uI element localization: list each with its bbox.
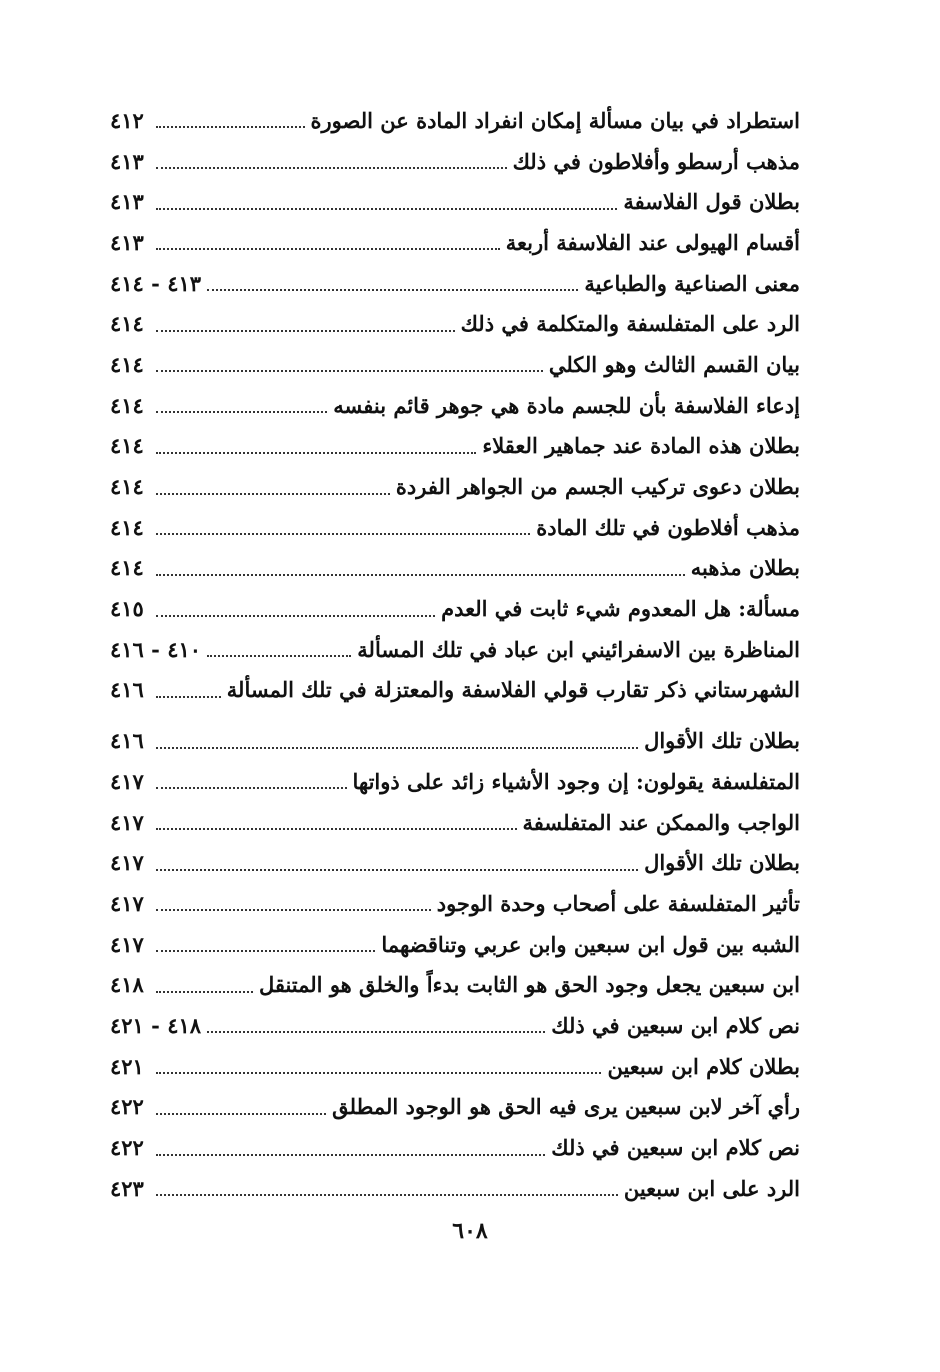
toc-entry-page: ٤١٧ bbox=[110, 809, 144, 835]
dot-leader bbox=[156, 411, 327, 413]
dot-leader bbox=[156, 208, 617, 210]
dot-leader bbox=[156, 1154, 545, 1156]
toc-entry-page: ٤١٨ - ٤٢١ bbox=[110, 1012, 202, 1038]
toc-row bbox=[110, 670, 800, 711]
toc-row bbox=[110, 303, 800, 344]
toc-row bbox=[110, 181, 800, 222]
dot-leader bbox=[156, 370, 543, 372]
toc-entry-title: المناظرة بين الاسفرائيني ابن عباد في تلك المسألة bbox=[357, 636, 800, 662]
toc-entry-page: ٤١٤ bbox=[110, 351, 144, 377]
dot-leader bbox=[156, 615, 435, 617]
toc-entry-page: ٤١٧ bbox=[110, 768, 144, 794]
dot-leader bbox=[207, 1031, 545, 1033]
dot-leader bbox=[156, 1194, 618, 1196]
toc-row bbox=[110, 842, 800, 883]
toc-row bbox=[110, 802, 800, 843]
toc-row bbox=[110, 1168, 800, 1209]
toc-row bbox=[110, 964, 800, 1005]
toc-entry-title: بيان القسم الثالث وهو الكلي bbox=[548, 351, 800, 377]
toc-entry-page: ٤١٤ bbox=[110, 311, 144, 337]
toc-entry-title: ابن سبعين يجعل وجود الحق هو الثابت بدءاً والخلق هو المتنقل bbox=[258, 972, 800, 998]
dot-leader bbox=[156, 330, 455, 332]
toc-entry-title: المتفلسفة يقولون: إن وجود الأشياء زائد على ذواتها bbox=[352, 768, 800, 794]
toc-entry-title: نص كلام ابن سبعين في ذلك bbox=[551, 1135, 800, 1161]
dot-leader bbox=[156, 869, 638, 871]
toc-row bbox=[110, 588, 800, 629]
toc-entry-page: ٤١٤ bbox=[110, 392, 144, 418]
toc-entry-title: بطلان قول الفلاسفة bbox=[623, 189, 800, 215]
toc-entry-page: ٤١٠ - ٤١٦ bbox=[110, 636, 202, 662]
toc-entry-title: الواجب والممكن عند المتفلسفة bbox=[522, 809, 800, 835]
dot-leader bbox=[156, 828, 517, 830]
toc-entry-page: ٤١٣ bbox=[110, 229, 144, 255]
toc-row bbox=[110, 507, 800, 548]
toc-entry-title: مذهب أرسطو وأفلاطون في ذلك bbox=[512, 148, 800, 174]
dot-leader bbox=[156, 452, 476, 454]
toc-row bbox=[110, 426, 800, 467]
toc-row bbox=[110, 385, 800, 426]
toc-entry-page: ٤١٨ bbox=[110, 972, 144, 998]
dot-leader bbox=[207, 655, 351, 657]
dot-leader bbox=[156, 950, 375, 952]
toc-entry-page: ٤٢٢ bbox=[110, 1135, 144, 1161]
toc-entry-page: ٤٢١ bbox=[110, 1053, 144, 1079]
dot-leader bbox=[156, 574, 685, 576]
toc-row bbox=[110, 344, 800, 385]
toc-row bbox=[110, 1087, 800, 1128]
toc-entry-title: أقسام الهيولى عند الفلاسفة أربعة bbox=[505, 229, 800, 255]
toc-row bbox=[110, 924, 800, 965]
toc-row bbox=[110, 1127, 800, 1168]
toc-row bbox=[110, 1005, 800, 1046]
dot-leader bbox=[156, 787, 347, 789]
toc-entry-title: الشبه بين قول ابن سبعين وابن عربي وتناقضهما bbox=[381, 931, 800, 957]
toc-entry-title: الرد على ابن سبعين bbox=[623, 1175, 800, 1201]
toc-entry-page: ٤١٧ bbox=[110, 931, 144, 957]
toc-entry-title: رأي آخر لابن سبعين يرى فيه الحق هو الوجود المطلق bbox=[332, 1094, 800, 1120]
toc-row bbox=[110, 629, 800, 670]
dot-leader bbox=[156, 493, 390, 495]
dot-leader bbox=[156, 1113, 326, 1115]
toc-row bbox=[110, 883, 800, 924]
toc-entry-page: ٤١٦ bbox=[110, 728, 144, 754]
toc-entry-page: ٤١٤ bbox=[110, 555, 144, 581]
toc-entry-title: معنى الصناعية والطباعية bbox=[584, 270, 800, 296]
toc-entry-page: ٤١٧ bbox=[110, 850, 144, 876]
toc-entry-title: بطلان هذه المادة عند جماهير العقلاء bbox=[482, 433, 800, 459]
toc-entry-title: إدعاء الفلاسفة بأن للجسم مادة هي جوهر قائم بنفسه bbox=[333, 392, 800, 418]
toc-entry-page: ٤١٤ bbox=[110, 433, 144, 459]
toc-row bbox=[110, 761, 800, 802]
toc-entry-title: بطلان مذهبه bbox=[690, 555, 800, 581]
toc-entry-title: استطراد في بيان مسألة إمكان انفراد المادة عن الصورة bbox=[310, 107, 800, 133]
toc-entry-title: بطلان دعوى تركيب الجسم من الجواهر الفردة bbox=[395, 474, 800, 500]
toc-entry-title: بطلان كلام ابن سبعين bbox=[607, 1053, 800, 1079]
toc-row bbox=[110, 100, 800, 141]
toc-row bbox=[110, 548, 800, 589]
toc-entry-page: ٤١٣ bbox=[110, 189, 144, 215]
toc-entry-page: ٤١٧ bbox=[110, 890, 144, 916]
toc-entry-page: ٤١٣ - ٤١٤ bbox=[110, 270, 202, 296]
toc-entry-title: بطلان تلك الأقوال bbox=[644, 850, 800, 876]
toc-row bbox=[110, 1046, 800, 1087]
toc-row bbox=[110, 720, 800, 761]
toc-entry-page: ٤٢٢ bbox=[110, 1094, 144, 1120]
toc-entry-page: ٤١٣ bbox=[110, 148, 144, 174]
dot-leader bbox=[156, 126, 305, 128]
toc-entry-page: ٤٢٣ bbox=[110, 1175, 144, 1201]
toc-entry-page: ٤١٦ bbox=[110, 677, 144, 703]
dot-leader bbox=[156, 909, 431, 911]
toc-entry-title: نص كلام ابن سبعين في ذلك bbox=[551, 1012, 800, 1038]
toc-row bbox=[110, 222, 800, 263]
toc-row bbox=[110, 263, 800, 304]
toc-entry-title: تأثير المتفلسفة على أصحاب وحدة الوجود bbox=[436, 890, 800, 916]
toc-entry-title: بطلان تلك الأقوال bbox=[644, 728, 800, 754]
dot-leader bbox=[207, 289, 578, 291]
toc-entry-title: مذهب أفلاطون في تلك المادة bbox=[536, 514, 800, 540]
toc-entry-page: ٤١٢ bbox=[110, 107, 144, 133]
dot-leader bbox=[156, 248, 500, 250]
toc-row bbox=[110, 466, 800, 507]
table-of-contents bbox=[110, 100, 800, 1209]
page-number: ٦٠٨ bbox=[452, 1218, 488, 1244]
toc-entry-page: ٤١٥ bbox=[110, 596, 144, 622]
dot-leader bbox=[156, 1072, 601, 1074]
dot-leader bbox=[156, 167, 507, 169]
toc-entry-title: الشهرستاني ذكر تقارب قولي الفلاسفة والمعتزلة في تلك المسألة bbox=[226, 677, 800, 703]
toc-entry-page: ٤١٤ bbox=[110, 474, 144, 500]
toc-entry-title: مسألة: هل المعدوم شيء ثابت في العدم bbox=[441, 596, 800, 622]
dot-leader bbox=[156, 747, 638, 749]
toc-entry-page: ٤١٤ bbox=[110, 514, 144, 540]
toc-row bbox=[110, 141, 800, 182]
toc-entry-title: الرد على المتفلسفة والمتكلمة في ذلك bbox=[460, 311, 800, 337]
dot-leader bbox=[156, 696, 221, 698]
dot-leader bbox=[156, 533, 530, 535]
dot-leader bbox=[156, 991, 253, 993]
